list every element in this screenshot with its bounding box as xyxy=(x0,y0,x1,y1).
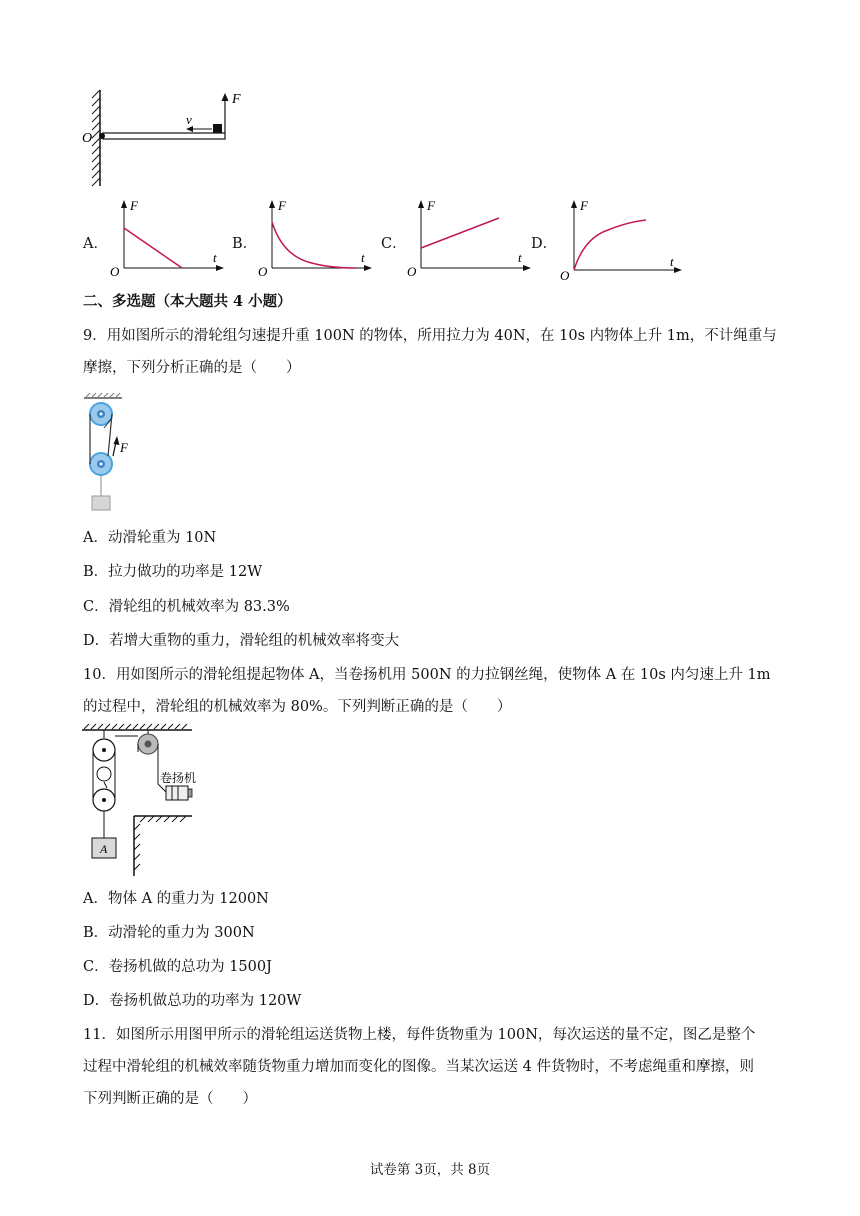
graph-b xyxy=(256,196,376,278)
graph-c-origin: O xyxy=(407,264,417,278)
graph-b-x-label: t xyxy=(361,250,365,265)
option-d-letter[interactable]: D． xyxy=(531,236,558,252)
q11-stem-line3: 下列判断正确的是（ ） xyxy=(83,1091,257,1107)
graph-b-y-label: F xyxy=(278,198,286,213)
graph-a-x-label: t xyxy=(213,250,217,265)
graph-d-origin: O xyxy=(560,268,570,282)
option-a-letter[interactable]: A． xyxy=(83,236,108,252)
page-footer: 试卷第 3页，共 8页 xyxy=(369,1162,491,1178)
q10-block-label: A xyxy=(100,842,108,856)
q10-option-a[interactable]: A．物体 A 的重力为 1200N xyxy=(83,891,269,907)
option-c-letter[interactable]: C． xyxy=(381,236,407,252)
q9-stem-line1: 9．用如图所示的滑轮组匀速提升重 100N 的物体，所用拉力为 40N，在 10s 内物体上升 1m，不计绳重与 xyxy=(83,328,777,344)
q10-stem-line1: 10．用如图所示的滑轮组提起物体 A，当卷扬机用 500N 的力拉钢丝绳，使物体 A 在 10s 内匀速上升 1m xyxy=(83,667,771,683)
q9-force-label: F xyxy=(120,440,128,455)
graph-c xyxy=(405,196,535,278)
graph-c-x-label: t xyxy=(518,250,522,265)
q11-stem-line2: 过程中滑轮组的机械效率随货物重力增加而变化的图像。当某次运送 4 件货物时，不考虑绳重和摩擦，则 xyxy=(83,1059,754,1075)
graph-a xyxy=(108,196,228,278)
q9-option-c[interactable]: C．滑轮组的机械效率为 83.3% xyxy=(83,599,290,615)
q9-option-d[interactable]: D．若增大重物的重力，滑轮组的机械效率将变大 xyxy=(83,633,400,649)
graph-d xyxy=(556,196,686,282)
pivot-label: O xyxy=(82,131,93,146)
q10-option-d[interactable]: D．卷扬机做总功的功率为 120W xyxy=(83,993,302,1009)
graph-d-y-label: F xyxy=(580,198,588,213)
option-b-letter[interactable]: B． xyxy=(232,236,258,252)
q10-winch-label: 卷扬机 xyxy=(160,771,197,785)
q9-pulley-diagram xyxy=(82,392,142,516)
graph-d-x-label: t xyxy=(670,254,674,269)
velocity-label: v xyxy=(186,112,192,127)
q11-stem-line1: 11．如图所示用图甲所示的滑轮组运送货物上楼，每件货物重为 100N，每次运送的量不定，图乙是整个 xyxy=(83,1027,756,1043)
q9-option-b[interactable]: B．拉力做功的功率是 12W xyxy=(83,564,263,580)
graph-b-origin: O xyxy=(258,264,268,278)
graph-c-y-label: F xyxy=(427,198,435,213)
q10-stem-line2: 的过程中，滑轮组的机械效率为 80%。下列判断正确的是（ ） xyxy=(83,699,512,715)
force-label: F xyxy=(232,92,241,107)
q9-option-a[interactable]: A．动滑轮重为 10N xyxy=(83,530,217,546)
graph-a-y-label: F xyxy=(130,198,138,213)
graph-a-origin: O xyxy=(110,264,120,278)
lever-diagram xyxy=(80,88,250,190)
q10-option-c[interactable]: C．卷扬机做的总功为 1500J xyxy=(83,959,272,975)
q10-option-b[interactable]: B．动滑轮的重力为 300N xyxy=(83,925,255,941)
section-title: 二、多选题（本大题共 4 小题） xyxy=(83,293,292,310)
q9-stem-line2: 摩擦，下列分析正确的是（ ） xyxy=(83,360,301,376)
q10-winch-diagram xyxy=(80,722,200,878)
